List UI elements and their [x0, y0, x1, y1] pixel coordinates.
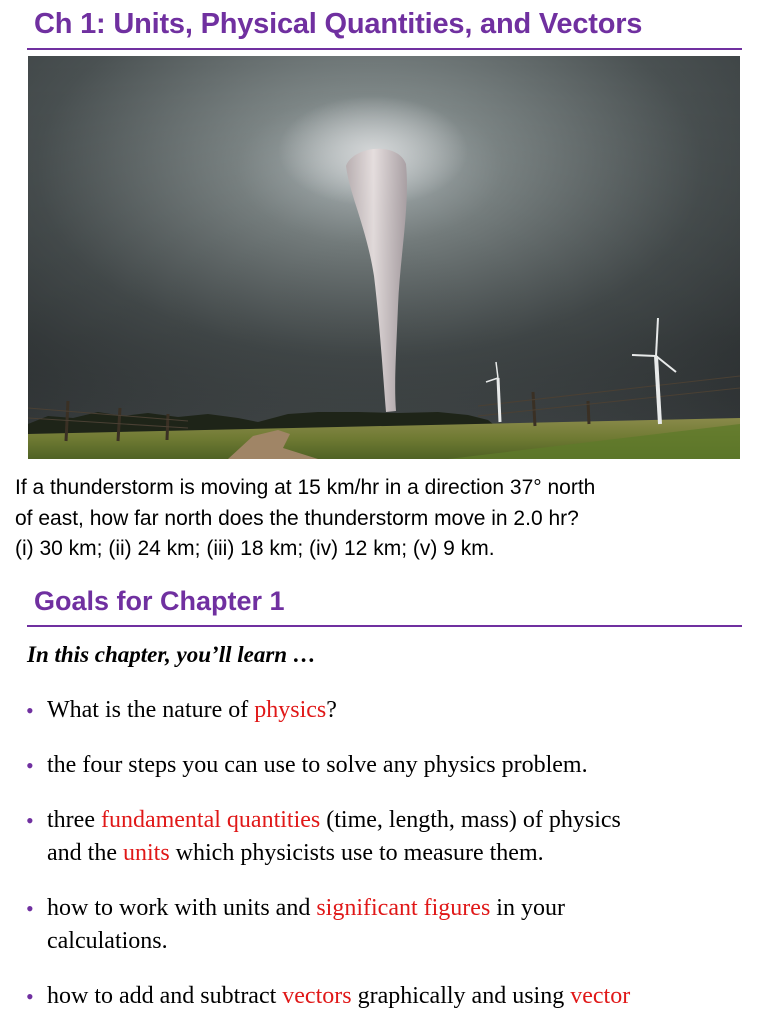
bullet-text: how to add and subtract: [47, 983, 283, 1009]
goals-divider: [27, 625, 742, 627]
bullet-text: in your: [490, 895, 565, 921]
bullet-text: calculations.: [47, 928, 168, 954]
highlight-term: vectors: [282, 983, 352, 1009]
list-item: [26, 749, 757, 782]
bullet-text: the four steps you can use to solve any physics problem.: [47, 752, 588, 778]
page-title: Ch 1: Units, Physical Quantities, and Vectors: [34, 8, 643, 40]
bullet-icon: •: [26, 984, 34, 1009]
bullet-text: and the: [47, 840, 123, 866]
bullet-text: What is the nature of: [47, 697, 255, 723]
goals-intro: In this chapter, you’ll learn …: [27, 642, 316, 667]
bullet-text: how to work with units and: [47, 895, 317, 921]
list-item: [26, 980, 757, 1013]
bullet-icon: •: [26, 698, 34, 723]
question-text: [15, 473, 755, 565]
goals-heading: Goals for Chapter 1: [34, 586, 285, 616]
question-line: of east, how far north does the thunderstorm move in 2.0 hr?: [15, 506, 579, 530]
highlight-term: physics: [254, 697, 327, 723]
list-item: [26, 804, 757, 870]
bullet-icon: •: [26, 896, 34, 921]
highlight-term: significant figures: [316, 895, 491, 921]
highlight-term: vector: [570, 983, 631, 1009]
title-divider: [27, 48, 742, 50]
question-line: (i) 30 km; (ii) 24 km; (iii) 18 km; (iv) 12 km; (v) 9 km.: [15, 537, 495, 560]
bullet-text: (time, length, mass) of physics: [320, 807, 621, 833]
list-item: [26, 694, 757, 727]
bullet-icon: •: [26, 808, 34, 833]
bullet-text: three: [47, 807, 101, 833]
list-item: [26, 892, 757, 958]
highlight-term: units: [122, 840, 170, 866]
highlight-term: fundamental quantities: [100, 807, 321, 833]
bullet-icon: •: [26, 753, 34, 778]
bullet-text: ?: [326, 697, 337, 723]
bullet-text: graphically and using: [351, 983, 571, 1009]
question-line: If a thunderstorm is moving at 15 km/hr in a direction 37° north: [15, 476, 596, 499]
bullet-text: which physicists use to measure them.: [169, 840, 544, 866]
tornado-photo: [28, 56, 740, 459]
